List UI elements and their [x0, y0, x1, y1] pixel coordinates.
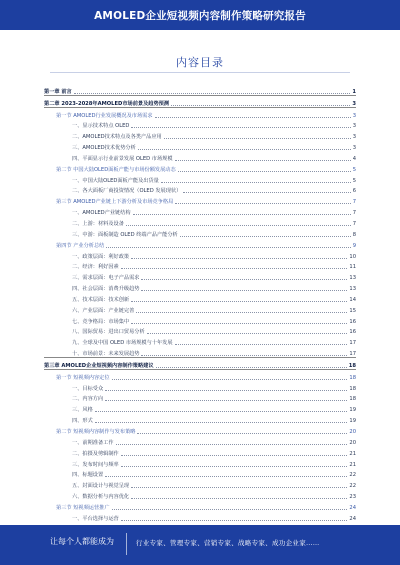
- toc-leader-dots: [138, 149, 351, 150]
- report-title: AMOLED企业短视频内容制作策略研究报告: [94, 10, 306, 22]
- toc-entry[interactable]: [44, 194, 356, 205]
- toc-entry-label: 四、平面显示行业前景发展 OLED 市场规模: [72, 155, 173, 162]
- toc-entry[interactable]: [44, 392, 356, 403]
- toc-entry-label: 第一章 前言: [44, 88, 72, 95]
- toc-entry-page: 18: [349, 396, 356, 403]
- toc-entry[interactable]: [44, 500, 356, 511]
- toc-entry-page: 14: [349, 296, 356, 303]
- toc-entry-page: 11: [349, 264, 356, 271]
- toc-entry[interactable]: [44, 381, 356, 392]
- toc-entry-label: 十、市场前景：未来发展趋势: [72, 351, 140, 358]
- toc-entry-label: 五、封面设计与视觉呈现: [72, 483, 130, 490]
- toc-entry-label: 二、内容方向: [72, 396, 104, 403]
- toc-entry-label: 八、国际贸易：进出口贸易分析: [72, 329, 145, 336]
- toc-entry[interactable]: [44, 446, 356, 457]
- toc-entry-page: 7: [352, 220, 356, 227]
- toc-entry[interactable]: [44, 95, 356, 108]
- toc-leader-dots: [95, 422, 348, 423]
- toc-entry-page: 5: [352, 166, 356, 173]
- toc-leader-dots: [183, 192, 350, 193]
- toc-entry[interactable]: [44, 303, 356, 314]
- toc-leader-dots: [116, 444, 348, 445]
- toc-entry-label: 第一节 AMOLED行业发展概况及市场需求: [56, 112, 153, 119]
- toc-entry-label: 四、形式: [72, 418, 93, 425]
- toc-entry-label: 一、显示技术特点 OLED: [72, 123, 130, 130]
- toc-entry-label: 第二章 2023-2028年AMOLED市场前景及趋势预测: [44, 100, 170, 107]
- toc-entry-page: 24: [349, 504, 356, 511]
- toc-leader-dots: [126, 225, 351, 226]
- toc-entry-page: 17: [349, 351, 356, 358]
- toc-entry-label: 四、社会层面：消费升级趋势: [72, 286, 140, 293]
- toc-entry-label: 第四节 产业分析总结: [56, 242, 105, 249]
- toc-entry-page: 16: [349, 329, 356, 336]
- toc-entry-page: 1: [352, 88, 356, 95]
- toc-entry-label: 二、拍摄及剪辑制作: [72, 450, 119, 457]
- toc-leader-dots: [161, 182, 351, 183]
- toc-entry[interactable]: [44, 435, 356, 446]
- toc-entry[interactable]: [44, 511, 356, 522]
- toc-entry-page: 3: [352, 112, 356, 119]
- toc-entry-label: 二、经济：利好因素: [72, 264, 119, 271]
- toc-entry[interactable]: [44, 370, 356, 381]
- footer-tagline: 行业专家、管理专家、营销专家、战略专家、成功企业家……: [136, 539, 320, 547]
- toc-entry[interactable]: [44, 216, 356, 227]
- toc-entry[interactable]: [44, 184, 356, 195]
- toc-leader-dots: [131, 487, 347, 488]
- toc-leader-dots: [105, 400, 347, 401]
- toc-leader-dots: [136, 312, 347, 313]
- table-of-contents: [44, 84, 356, 522]
- toc-leader-dots: [175, 344, 348, 345]
- toc-leader-dots: [121, 268, 348, 269]
- toc-entry-page: 3: [352, 145, 356, 152]
- toc-entry-page: 24: [349, 515, 356, 522]
- toc-entry[interactable]: [44, 292, 356, 303]
- toc-divider: [50, 72, 350, 73]
- toc-entry-page: 22: [349, 483, 356, 490]
- toc-entry[interactable]: [44, 402, 356, 413]
- toc-entry[interactable]: [44, 129, 356, 140]
- toc-entry-label: 三、需求层面：电子产品需求: [72, 275, 140, 282]
- toc-entry-page: 18: [348, 362, 356, 369]
- toc-leader-dots: [133, 214, 351, 215]
- toc-entry-label: 三、风格: [72, 407, 93, 414]
- toc-leader-dots: [105, 476, 347, 477]
- toc-leader-dots: [137, 433, 347, 434]
- toc-entry[interactable]: [44, 478, 356, 489]
- toc-entry[interactable]: [44, 413, 356, 424]
- toc-entry[interactable]: [44, 238, 356, 249]
- toc-leader-dots: [131, 127, 350, 128]
- toc-leader-dots: [95, 411, 348, 412]
- toc-entry-page: 7: [352, 199, 356, 206]
- footer-divider: [126, 533, 127, 555]
- toc-entry-label: 六、数据分析与内容优化: [72, 494, 130, 501]
- toc-entry-page: 21: [349, 461, 356, 468]
- toc-entry[interactable]: [44, 84, 356, 95]
- toc-entry-page: 16: [349, 318, 356, 325]
- toc-entry-label: 九、全球及中国 OLED 市场规模与十年发展: [72, 340, 173, 347]
- toc-leader-dots: [141, 290, 347, 291]
- toc-entry-page: 19: [349, 418, 356, 425]
- toc-leader-dots: [112, 509, 348, 510]
- toc-leader-dots: [147, 333, 348, 334]
- toc-entry[interactable]: [44, 314, 356, 325]
- toc-entry[interactable]: [44, 325, 356, 336]
- toc-entry-page: 22: [349, 472, 356, 479]
- toc-leader-dots: [121, 455, 348, 456]
- toc-entry-label: 一、AMOLED产业链结构: [72, 210, 131, 217]
- toc-leader-dots: [178, 171, 351, 172]
- toc-leader-dots: [121, 520, 348, 521]
- toc-entry-page: 3: [352, 100, 356, 107]
- toc-leader-dots: [171, 105, 350, 106]
- toc-entry-page: 15: [349, 307, 356, 314]
- toc-entry-page: 7: [352, 210, 356, 217]
- toc-entry-label: 一、平台选择与运营: [72, 515, 119, 522]
- toc-leader-dots: [112, 379, 348, 380]
- toc-leader-dots: [74, 93, 351, 94]
- toc-leader-dots: [131, 258, 347, 259]
- toc-entry-label: 一、中国大陆OLED面板产能及出货量: [72, 177, 159, 184]
- toc-entry[interactable]: [44, 281, 356, 292]
- toc-entry-page: 9: [352, 242, 356, 249]
- toc-entry[interactable]: [44, 457, 356, 468]
- toc-entry[interactable]: [44, 424, 356, 435]
- toc-entry-page: 18: [349, 374, 356, 381]
- toc-entry-label: 第三节 短视频运营推广: [56, 504, 110, 511]
- toc-entry[interactable]: [44, 151, 356, 162]
- toc-leader-dots: [155, 117, 351, 118]
- toc-entry[interactable]: [44, 260, 356, 271]
- toc-entry-page: 21: [349, 450, 356, 457]
- toc-entry-label: 三、AMOLED技术优势分析: [72, 145, 136, 152]
- toc-entry-page: 4: [352, 155, 356, 162]
- toc-entry-page: 20: [349, 439, 356, 446]
- toc-entry[interactable]: [44, 335, 356, 346]
- toc-leader-dots: [175, 160, 351, 161]
- toc-entry[interactable]: [44, 249, 356, 260]
- toc-entry-label: 七、竞争格局：市场集中: [72, 318, 130, 325]
- toc-entry-label: 第三节 AMOLED产业链上下游分析及市场竞争格局: [56, 199, 174, 206]
- toc-leader-dots: [141, 279, 347, 280]
- header-bar: [0, 0, 400, 30]
- toc-entry-label: 五、技术层面：技术创新: [72, 296, 130, 303]
- toc-leader-dots: [131, 301, 347, 302]
- toc-leader-dots: [106, 247, 350, 248]
- toc-entry-label: 二、各大面板厂商投资情况（OLED 发展现状）: [72, 188, 182, 195]
- toc-entry[interactable]: [44, 227, 356, 238]
- toc-heading: 内容目录: [176, 56, 224, 69]
- toc-entry-label: 三、中游：面板制造 OLED 终端产品产能分析: [72, 231, 178, 238]
- toc-entry-page: 8: [352, 231, 356, 238]
- toc-entry-label: 一、前期准备工作: [72, 439, 114, 446]
- toc-entry-label: 一、政策层面：利好政策: [72, 253, 130, 260]
- toc-entry-label: 第一节 短视频内容定位: [56, 374, 110, 381]
- toc-leader-dots: [105, 390, 347, 391]
- toc-entry[interactable]: [44, 108, 356, 119]
- toc-leader-dots: [131, 323, 347, 324]
- toc-entry-page: 13: [349, 286, 356, 293]
- toc-entry-label: 二、上游：材料及设备: [72, 220, 124, 227]
- toc-entry-page: 13: [349, 275, 356, 282]
- toc-entry[interactable]: [44, 173, 356, 184]
- footer-bar: [0, 525, 400, 565]
- toc-entry-page: 19: [349, 407, 356, 414]
- toc-entry-page: 3: [352, 134, 356, 141]
- toc-entry-page: 10: [349, 253, 356, 260]
- toc-leader-dots: [131, 498, 347, 499]
- toc-entry[interactable]: [44, 357, 356, 370]
- toc-entry-label: 六、产业层面：产业链完善: [72, 307, 135, 314]
- toc-leader-dots: [156, 367, 347, 368]
- toc-entry[interactable]: [44, 119, 356, 130]
- toc-entry-label: 一、目标受众: [72, 385, 104, 392]
- toc-leader-dots: [180, 236, 351, 237]
- toc-entry-label: 三、发布时间与频率: [72, 461, 119, 468]
- toc-entry-label: 二、AMOLED技术特点及各类产品应用: [72, 134, 162, 141]
- toc-leader-dots: [141, 355, 347, 356]
- toc-leader-dots: [164, 138, 351, 139]
- toc-entry-label: 第二节 中国大陆OLED面板产能与市场份额发展动态: [56, 166, 176, 173]
- toc-entry-page: 17: [349, 340, 356, 347]
- toc-leader-dots: [121, 466, 348, 467]
- toc-entry[interactable]: [44, 162, 356, 173]
- toc-entry[interactable]: [44, 346, 356, 357]
- toc-entry-label: 四、标题设置: [72, 472, 104, 479]
- toc-entry[interactable]: [44, 270, 356, 281]
- footer-slogan: 让每个人都能成为: [50, 537, 114, 546]
- toc-entry-page: 18: [349, 385, 356, 392]
- toc-entry[interactable]: [44, 140, 356, 151]
- toc-entry-page: 20: [349, 429, 356, 435]
- toc-entry-label: 第三章 AMOLED企业短视频内容制作策略建议: [44, 362, 154, 369]
- toc-entry-page: 6: [352, 188, 356, 195]
- toc-entry-page: 5: [352, 177, 356, 184]
- toc-entry-label: 第二节 短视频内容制作与发布策略: [56, 429, 136, 435]
- toc-entry[interactable]: [44, 468, 356, 479]
- toc-entry[interactable]: [44, 489, 356, 500]
- toc-entry-page: 3: [352, 123, 356, 130]
- toc-entry[interactable]: [44, 205, 356, 216]
- toc-entry-page: 23: [349, 494, 356, 501]
- toc-leader-dots: [175, 203, 350, 204]
